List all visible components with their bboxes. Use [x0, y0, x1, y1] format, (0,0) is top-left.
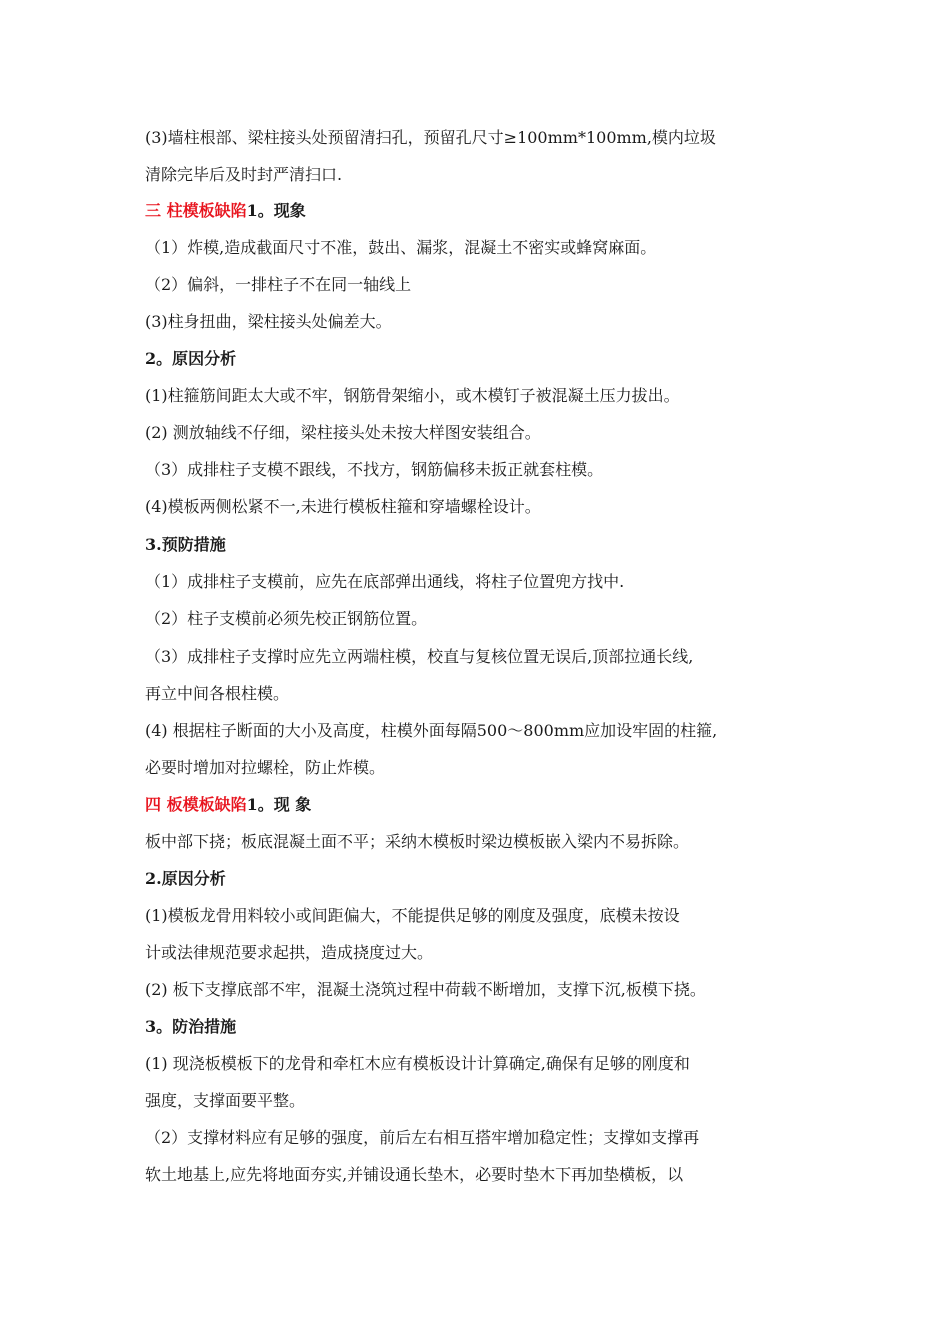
- paragraph-line: (1)模板龙骨用料较小或间距偏大，不能提供足够的刚度及强度，底模未按设: [145, 906, 680, 925]
- paragraph-line: (4)模板两侧松紧不一,未进行模板柱箍和穿墙螺栓设计。: [145, 497, 541, 516]
- subsection-title: 1。现 象: [246, 795, 312, 814]
- paragraph-line: 强度，支撑面要平整。: [145, 1091, 306, 1110]
- paragraph-line: （2）柱子支模前必须先校正钢筋位置。: [145, 609, 428, 628]
- paragraph-line: （1）炸模,造成截面尺寸不准，鼓出、漏浆，混凝土不密实或蜂窝麻面。: [145, 238, 657, 257]
- paragraph-line: (2) 板下支撑底部不牢，混凝土浇筑过程中荷载不断增加，支撑下沉,板模下挠。: [145, 980, 706, 999]
- subsection-title: 3.预防措施: [145, 535, 226, 554]
- subsection-title: 1。现象: [246, 201, 306, 220]
- section-heading-3: [145, 199, 825, 223]
- paragraph-line: （1）成排柱子支模前，应先在底部弹出通线，将柱子位置兜方找中.: [145, 572, 625, 591]
- paragraph-line: （2）偏斜，一排柱子不在同一轴线上: [145, 275, 412, 294]
- section-title: 四 板模板缺陷: [145, 795, 247, 814]
- paragraph-line: 计或法律规范要求起拱，造成挠度过大。: [145, 943, 434, 962]
- paragraph-line: 再立中间各根柱模。: [145, 684, 290, 703]
- paragraph-line: (1)柱箍筋间距太大或不牢，钢筋骨架缩小，或木模钉子被混凝土压力拔出。: [145, 386, 680, 405]
- paragraph-line: （3）成排柱子支撑时应先立两端柱模，校直与复核位置无误后,顶部拉通长线,: [145, 647, 694, 666]
- paragraph-line: (4) 根据柱子断面的大小及高度，柱模外面每隔500～800mm应加设牢固的柱箍,: [145, 721, 718, 740]
- subsection-title: 2。原因分析: [145, 349, 237, 368]
- subsection-title: 3。防治措施: [145, 1017, 237, 1036]
- section-title: 三 柱模板缺陷: [145, 201, 247, 220]
- paragraph-line: (1) 现浇板模板下的龙骨和牵杠木应有模板设计计算确定,确保有足够的刚度和: [145, 1054, 690, 1073]
- paragraph-line: (3)墙柱根部、梁柱接头处预留清扫孔，预留孔尺寸≥100mm*100mm,模内垃圾: [145, 128, 716, 147]
- paragraph-line: 必要时增加对拉螺栓，防止炸模。: [145, 758, 386, 777]
- paragraph-line: (3)柱身扭曲，梁柱接头处偏差大。: [145, 312, 392, 331]
- paragraph-line: 清除完毕后及时封严清扫口.: [145, 165, 343, 184]
- paragraph-line: 板中部下挠；板底混凝土面不平；采纳木模板时梁边模板嵌入梁内不易拆除。: [145, 832, 690, 851]
- section-heading-4: [145, 793, 825, 817]
- subsection-title: 2.原因分析: [145, 869, 226, 888]
- paragraph-line: 软土地基上,应先将地面夯实,并铺设通长垫木，必要时垫木下再加垫横板，以: [145, 1165, 684, 1184]
- paragraph-line: (2) 测放轴线不仔细，梁柱接头处未按大样图安装组合。: [145, 423, 541, 442]
- paragraph-line: （2）支撑材料应有足够的强度，前后左右相互搭牢增加稳定性；支撑如支撑再: [145, 1128, 700, 1147]
- paragraph-line: （3）成排柱子支模不跟线，不找方，钢筋偏移未扳正就套柱模。: [145, 460, 604, 479]
